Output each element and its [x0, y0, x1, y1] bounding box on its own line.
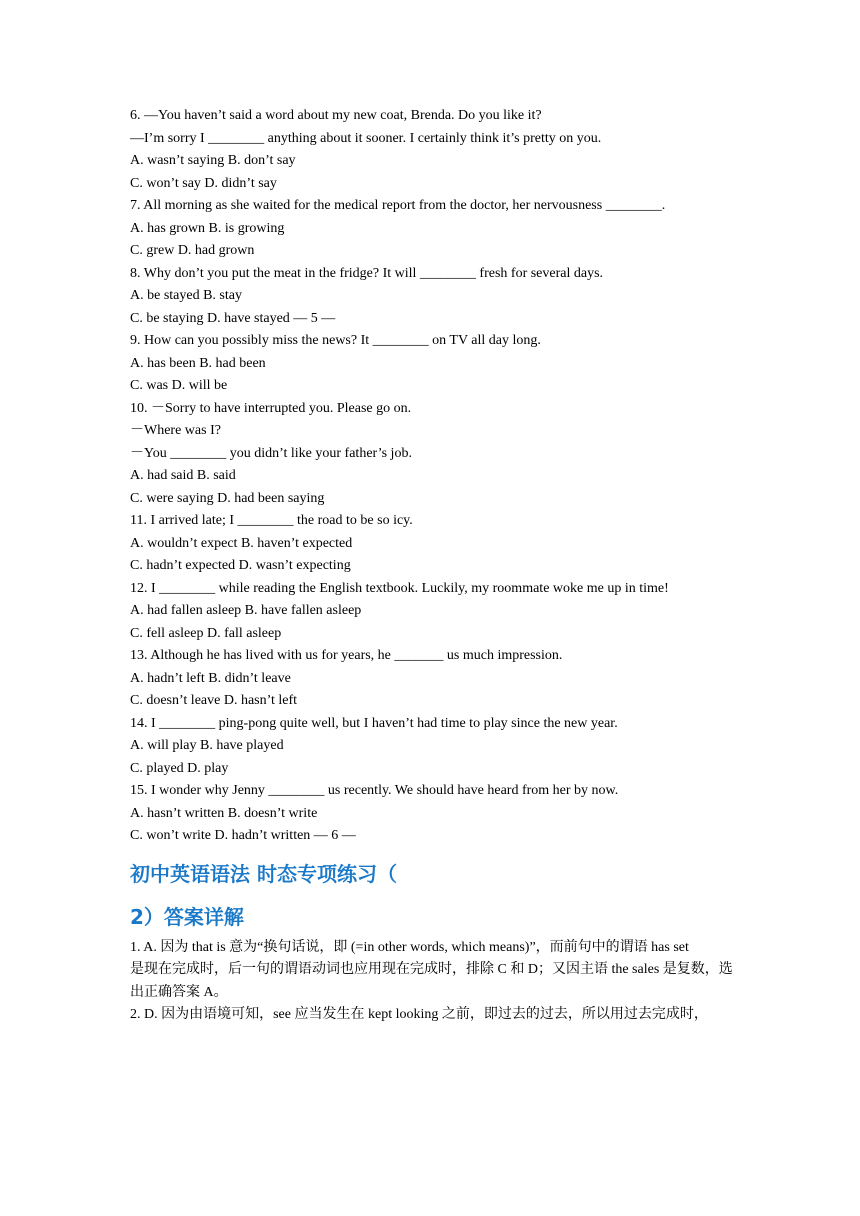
question-8-stem: 8. Why don’t you put the meat in the fridge? It will ________ fresh for several days. — [130, 265, 604, 281]
question-6-stem: 6. —You haven’t said a word about my new coat, Brenda. Do you like it? — [130, 108, 542, 123]
question-6-options-cd: C. won’t say D. didn’t say — [130, 175, 277, 191]
question-15-options-ab: A. hasn’t written B. doesn’t write — [130, 805, 318, 821]
question-9-stem: 9. How can you possibly miss the news? It ________ on TV all day long. — [130, 333, 541, 348]
question-8-options-cd: C. be staying D. have stayed — 5 — — [130, 310, 336, 326]
question-10-options-cd: C. were saying D. had been saying — [130, 490, 325, 506]
question-11-options-ab: A. wouldn’t expect B. haven’t expected — [130, 535, 353, 551]
question-13-stem: 13. Although he has lived with us for years, he _______ us much impression. — [130, 648, 563, 663]
answer-1-line-1: 1. A. 因为 that is 意为“换句话说，即 (=in other words, which means)”，而前句中的谓语 has set — [130, 939, 689, 955]
page-content — [130, 105, 735, 1027]
question-10-reply: －Where was I? — [130, 423, 221, 438]
question-7-options-cd: C. grew D. had grown — [130, 243, 255, 258]
question-10-options-ab: A. had said B. said — [130, 468, 236, 483]
question-7-options-ab: A. has grown B. is growing — [130, 220, 285, 236]
question-13-options-cd: C. doesn’t leave D. hasn’t left — [130, 693, 298, 708]
question-list — [130, 105, 735, 848]
answer-1-line-2: 是现在完成时，后一句的谓语动词也应用现在完成时，排除 C 和 D；又因主语 the sales 是复数，选 — [130, 962, 733, 977]
answer-1-line-3: 出正确答案 A。 — [130, 984, 228, 1000]
question-12-options-ab: A. had fallen asleep B. have fallen asleep — [130, 603, 362, 618]
question-11-stem: 11. I arrived late; I ________ the road to be so icy. — [130, 513, 413, 528]
question-14-stem: 14. I ________ ping-pong quite well, but I haven’t had time to play since the new year. — [130, 715, 618, 731]
question-6-options-ab: A. wasn’t saying B. don’t say — [130, 153, 296, 168]
question-9-options-ab: A. has been B. had been — [130, 355, 266, 371]
question-15-stem: 15. I wonder why Jenny ________ us recently. We should have heard from her by now. — [130, 783, 619, 798]
question-7-stem: 7. All morning as she waited for the medical report from the doctor, her nervousness ________. — [130, 198, 666, 213]
question-10-reply-2: －You ________ you didn’t like your father’s job. — [130, 445, 412, 461]
question-6-reply: —I’m sorry I ________ anything about it sooner. I certainly think it’s pretty on you. — [130, 130, 602, 146]
section-heading-line-1: 初中英语语法 时态专项练习（ — [130, 861, 397, 886]
section-heading-line-2: 2）答案详解 — [130, 904, 244, 929]
question-10-stem: 10. －Sorry to have interrupted you. Please go on. — [130, 400, 412, 416]
question-14-options-cd: C. played D. play — [130, 760, 229, 776]
question-12-options-cd: C. fell asleep D. fall asleep — [130, 625, 282, 641]
question-13-options-ab: A. hadn’t left B. didn’t leave — [130, 670, 291, 686]
question-14-options-ab: A. will play B. have played — [130, 738, 284, 753]
question-11-options-cd: C. hadn’t expected D. wasn’t expecting — [130, 558, 351, 573]
question-8-options-ab: A. be stayed B. stay — [130, 288, 242, 303]
question-15-options-cd: C. won’t write D. hadn’t written — 6 — — [130, 828, 356, 843]
question-9-options-cd: C. was D. will be — [130, 378, 228, 393]
answer-explanations — [130, 937, 735, 1027]
answer-2-line-1: 2. D. 因为由语境可知，see 应当发生在 kept looking 之前，即过去的过去，所以用过去完成时， — [130, 1007, 708, 1022]
question-12-stem: 12. I ________ while reading the English textbook. Luckily, my roommate woke me up in time! — [130, 580, 669, 596]
